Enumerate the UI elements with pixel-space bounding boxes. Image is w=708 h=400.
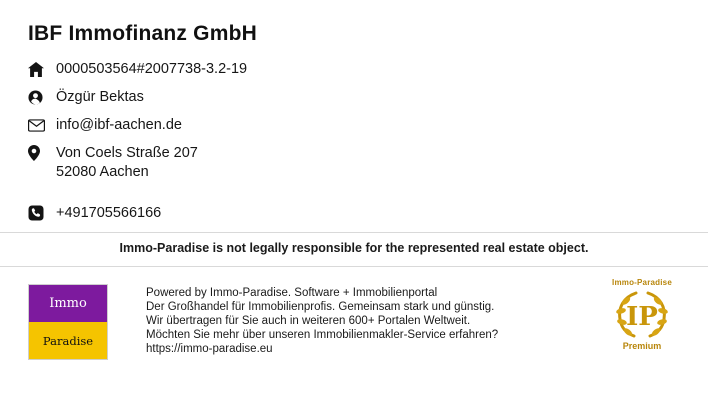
- logo-paradise-text: Paradise: [29, 322, 107, 359]
- footer-description: [146, 286, 594, 356]
- footer-line-4: Möchten Sie mehr über unseren Immobilienmakler-Service erfahren?: [146, 329, 499, 341]
- contact-address-text: Von Coels Straße 207 52080 Aachen: [56, 145, 198, 180]
- badge-top-label: Immo-Paradise: [612, 278, 672, 287]
- contact-reference-text: 0000503564#2007738-3.2-19: [56, 61, 248, 77]
- contact-row-email: [28, 116, 708, 135]
- immo-paradise-logo: [28, 284, 108, 360]
- contact-list: [0, 60, 708, 223]
- page-title: IBF Immofinanz GmbH: [28, 22, 257, 45]
- contact-phone-text: +491705566166: [56, 205, 162, 221]
- contact-person-text: Özgür Bektas: [56, 89, 144, 105]
- location-pin-icon: [28, 144, 48, 162]
- divider-top: [0, 232, 708, 233]
- svg-text:IP: IP: [626, 302, 658, 332]
- footer-line-1: Powered by Immo-Paradise. Software + Immobilienportal: [146, 287, 438, 299]
- phone-icon: [28, 204, 48, 222]
- footer: [0, 276, 708, 386]
- envelope-icon: [28, 116, 48, 134]
- laurel-wreath-icon: [606, 287, 678, 343]
- user-icon: [28, 88, 48, 106]
- divider-bottom: [0, 266, 708, 267]
- footer-line-3: Wir übertragen für Sie auch in weiteren 600+ Portalen Weltweit.: [146, 315, 471, 327]
- disclaimer-text: Immo-Paradise is not legally responsible for the represented real estate object.: [119, 241, 589, 255]
- footer-website-link[interactable]: https://immo-paradise.eu: [146, 343, 273, 355]
- badge-bottom-label: Premium: [622, 341, 662, 351]
- contact-row-reference: [28, 60, 708, 79]
- contact-email-text: info@ibf-aachen.de: [56, 117, 182, 133]
- premium-badge: [594, 278, 690, 351]
- contact-row-phone: [28, 204, 708, 223]
- footer-line-2: Der Großhandel für Immobilienprofis. Gemeinsam stark und günstig.: [146, 301, 495, 313]
- logo-immo-text: Immo: [29, 285, 107, 322]
- contact-row-address: [28, 144, 708, 182]
- home-icon: [28, 60, 48, 78]
- contact-row-person: [28, 88, 708, 107]
